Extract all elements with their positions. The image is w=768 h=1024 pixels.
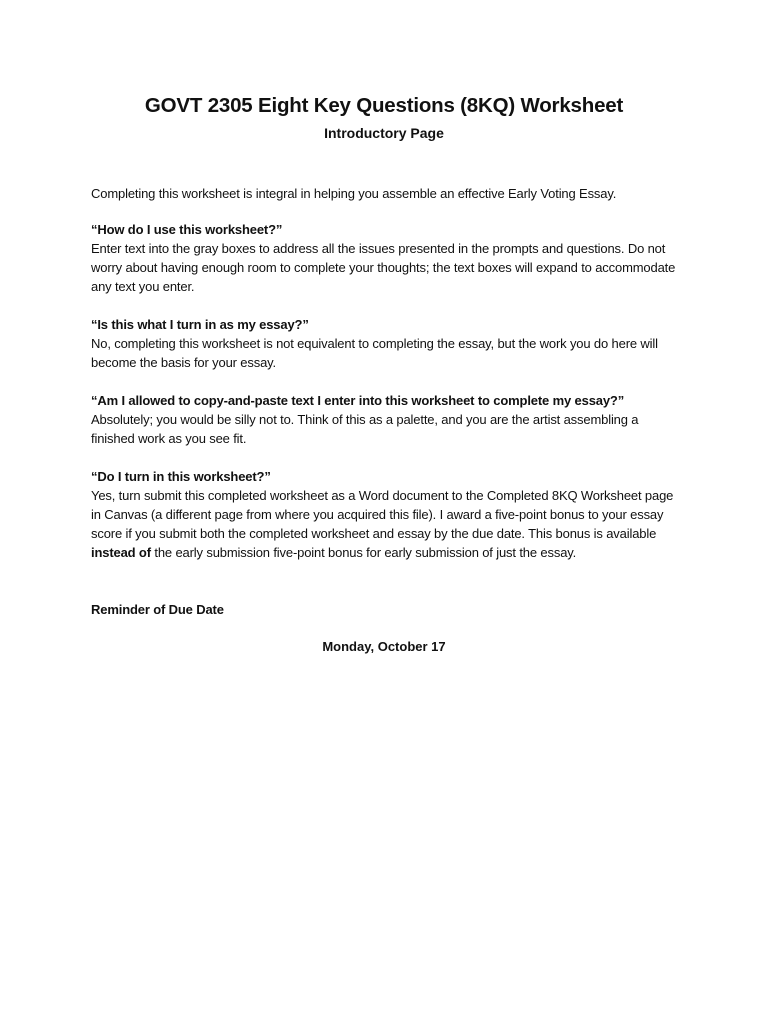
section-question: “Am I allowed to copy-and-paste text I enter into this worksheet to complete my essay?”	[91, 393, 625, 408]
due-date: Monday, October 17	[322, 639, 446, 654]
section-question: “How do I use this worksheet?”	[91, 222, 283, 237]
section-turn-in	[91, 467, 681, 562]
section-answer: Enter text into the gray boxes to address all the issues presented in the prompts and questions. Do not worry about having enough room to complete your thoughts; the text boxes will expand to accommodate any text you enter.	[91, 241, 676, 294]
page-subtitle: Introductory Page	[324, 125, 444, 141]
answer-emphasis: instead of	[91, 545, 151, 560]
answer-text-before: Yes, turn submit this completed worksheet as a Word document to the Completed 8KQ Worksheet page in Canvas (a different page from where you acquired this file). I award a five-point bonus to your essay score if you submit both the completed worksheet and essay by the due date. This bonus is available	[91, 488, 674, 541]
answer-text-after: the early submission five-point bonus for early submission of just the essay.	[150, 545, 577, 560]
section-answer: No, completing this worksheet is not equivalent to completing the essay, but the work you do here will become the basis for your essay.	[91, 336, 658, 370]
section-question: “Is this what I turn in as my essay?”	[91, 317, 309, 332]
section-answer	[91, 486, 681, 562]
page-title: GOVT 2305 Eight Key Questions (8KQ) Worksheet	[144, 94, 624, 117]
section-copy-paste	[91, 391, 681, 448]
intro-paragraph: Completing this worksheet is integral in helping you assemble an effective Early Voting Essay.	[91, 186, 617, 201]
section-question: “Do I turn in this worksheet?”	[91, 469, 271, 484]
reminder-heading	[91, 600, 681, 619]
section-is-this-essay	[91, 315, 681, 372]
reminder-label: Reminder of Due Date	[91, 602, 224, 617]
section-how-to-use	[91, 220, 681, 296]
section-answer: Absolutely; you would be silly not to. Think of this as a palette, and you are the artist assembling a finished work as you see fit.	[91, 412, 639, 446]
